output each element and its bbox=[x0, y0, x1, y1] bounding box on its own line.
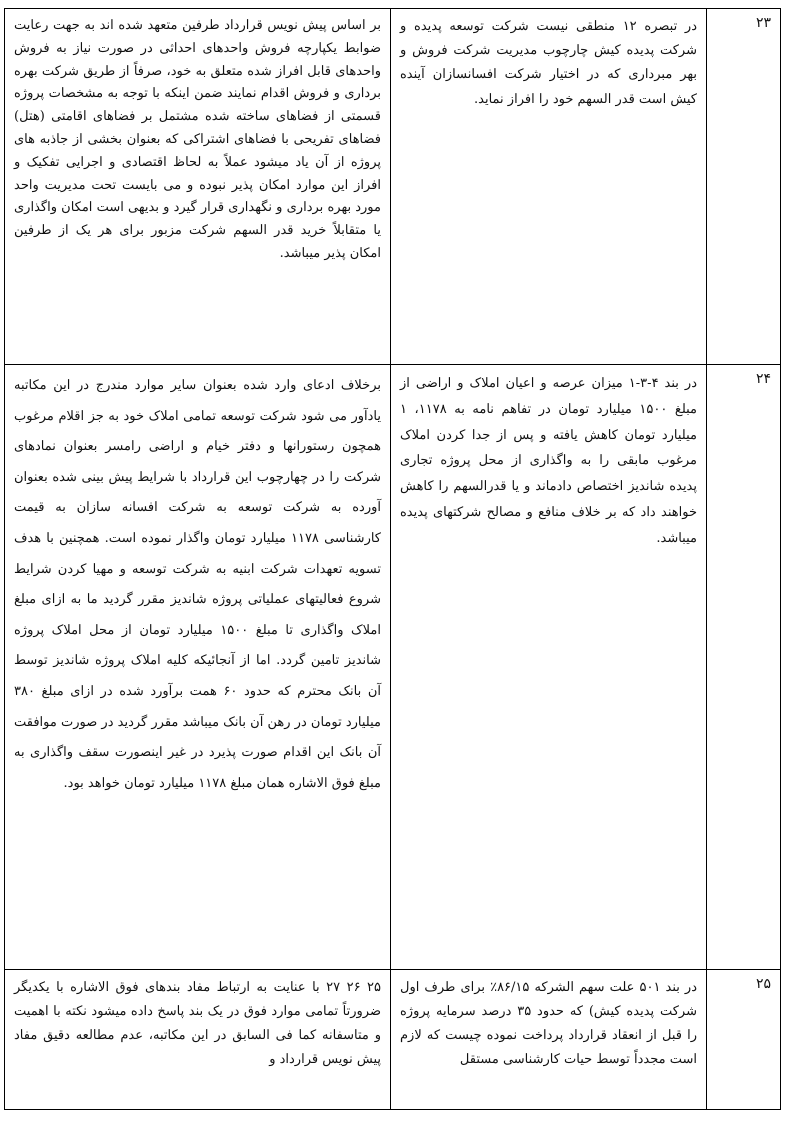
table-row bbox=[5, 9, 781, 365]
table-row bbox=[5, 365, 781, 970]
clause-text: در بند ۵۰۱ علت سهم الشرکه ۸۶/۱۵٪ برای طرف اول شرکت پدیده کیش) که حدود ۳۵ درصد سرمایه پروژه را قبل از انعقاد قرارداد پرداخت نموده چیست که لازم است مجدداً توسط حیات کارشناسی مستقل bbox=[391, 970, 707, 1110]
row-number: ۲۵ bbox=[707, 970, 781, 1110]
reply-text: بر اساس پیش نویس قرارداد طرفین متعهد شده اند به جهت رعایت ضوابط یکپارچه فروش واحدهای احداثی در صورت نیاز به فروش واحدهای قابل افراز شده متعلق به خود، صرفاً از طریق شرکت بهره برداری و فروش اقدام نمایند ضمن اینکه با توجه به مشخصات پروژه قسمتی از فضاهای ساخته شده مشتمل بر فضاهای اقامتی (هتل) فضاهای تفریحی با فضاهای اشتراکی که بعنوان بخشی از جاذبه های پروژه از آن یاد میشود عملاً به لحاظ اقتصادی و اجرایی تفکیک و افراز این موارد امکان پذیر نبوده و می بایست تحت مدیریت واحد مورد بهره برداری و نگهداری قرار گیرد و بدیهی است امکان واگذاری یا متقابلاً خرید قدر السهم شرکت مزبور برای هر یک از طرفین امکان پذیر میباشد. bbox=[5, 9, 391, 365]
row-number: ۲۴ bbox=[707, 365, 781, 970]
row-number: ۲۳ bbox=[707, 9, 781, 365]
reply-text: برخلاف ادعای وارد شده بعنوان سایر موارد مندرج در این مکاتبه یادآور می شود شرکت توسعه تمامی املاک خود به جز اقلام مرغوب همچون رستورانها و دفتر خیام و اراضی رامسر بعنوان نمادهای شرکت را در چهارچوب این قرارداد با شرایط پیش بینی شده بعنوان آورده به شرکت توسعه به شرکت افسانه سازان به قیمت کارشناسی ۱۱۷۸ میلیارد تومان واگذار نموده است. همچنین با هدف تسویه تعهدات شرکت ابنیه به شرکت توسعه و مهیا کردن شرایط شروع فعالیتهای عملیاتی پروژه شاندیز مقرر گردید ما به ازای مبلغ املاک واگذاری تا مبلغ ۱۵۰۰ میلیارد تومان از محل املاک پروژه شاندیز تامین گردد. اما از آنجائیکه کلیه املاک پروژه شاندیز توسط آن بانک محترم که حدود ۶۰ همت برآورد شده در ازای مبلغ ۳۸۰ میلیارد تومان در رهن آن بانک میباشد مقرر گردید در صورت موافقت آن بانک این اقدام صورت پذیرد در غیر اینصورت سقف واگذاری به مبلغ فوق الاشاره همان مبلغ ۱۱۷۸ میلیارد تومان خواهد بود. bbox=[5, 365, 391, 970]
clause-text: در بند ۴-۳-۱ میزان عرصه و اعیان املاک و اراضی از مبلغ ۱۵۰۰ میلیارد تومان در تفاهم نامه به ۱۱۷۸، ۱ میلیارد تومان کاهش یافته و پس از جدا کردن املاک مرغوب مابقی را به واگذاری از محل پروژه تجاری پدیده شاندیز اختصاص دادماند و یا قدرالسهم را کاهش خواهند داد که بر خلاف منافع و مصالح شرکتهای پدیده میباشد. bbox=[391, 365, 707, 970]
clause-text: در تبصره ۱۲ منطقی نیست شرکت توسعه پدیده و شرکت پدیده کیش چارچوب مدیریت شرکت فروش و بهر مبرداری که در اختیار شرکت افسانسازان آینده کیش است قدر السهم خود را افراز نماید. bbox=[391, 9, 707, 365]
table-row bbox=[5, 970, 781, 1110]
responses-table bbox=[4, 8, 781, 1110]
reply-text: ۲۵ ۲۶ ۲۷ با عنایت به ارتباط مفاد بندهای فوق الاشاره با یکدیگر ضرورتاً تمامی موارد فوق در یک بند پاسخ داده میشود نکته با اهمیت و متاسفانه کما فی السابق در این مکاتبه، عدم مطالعه دقیق مفاد پیش نویس قرارداد و bbox=[5, 970, 391, 1110]
